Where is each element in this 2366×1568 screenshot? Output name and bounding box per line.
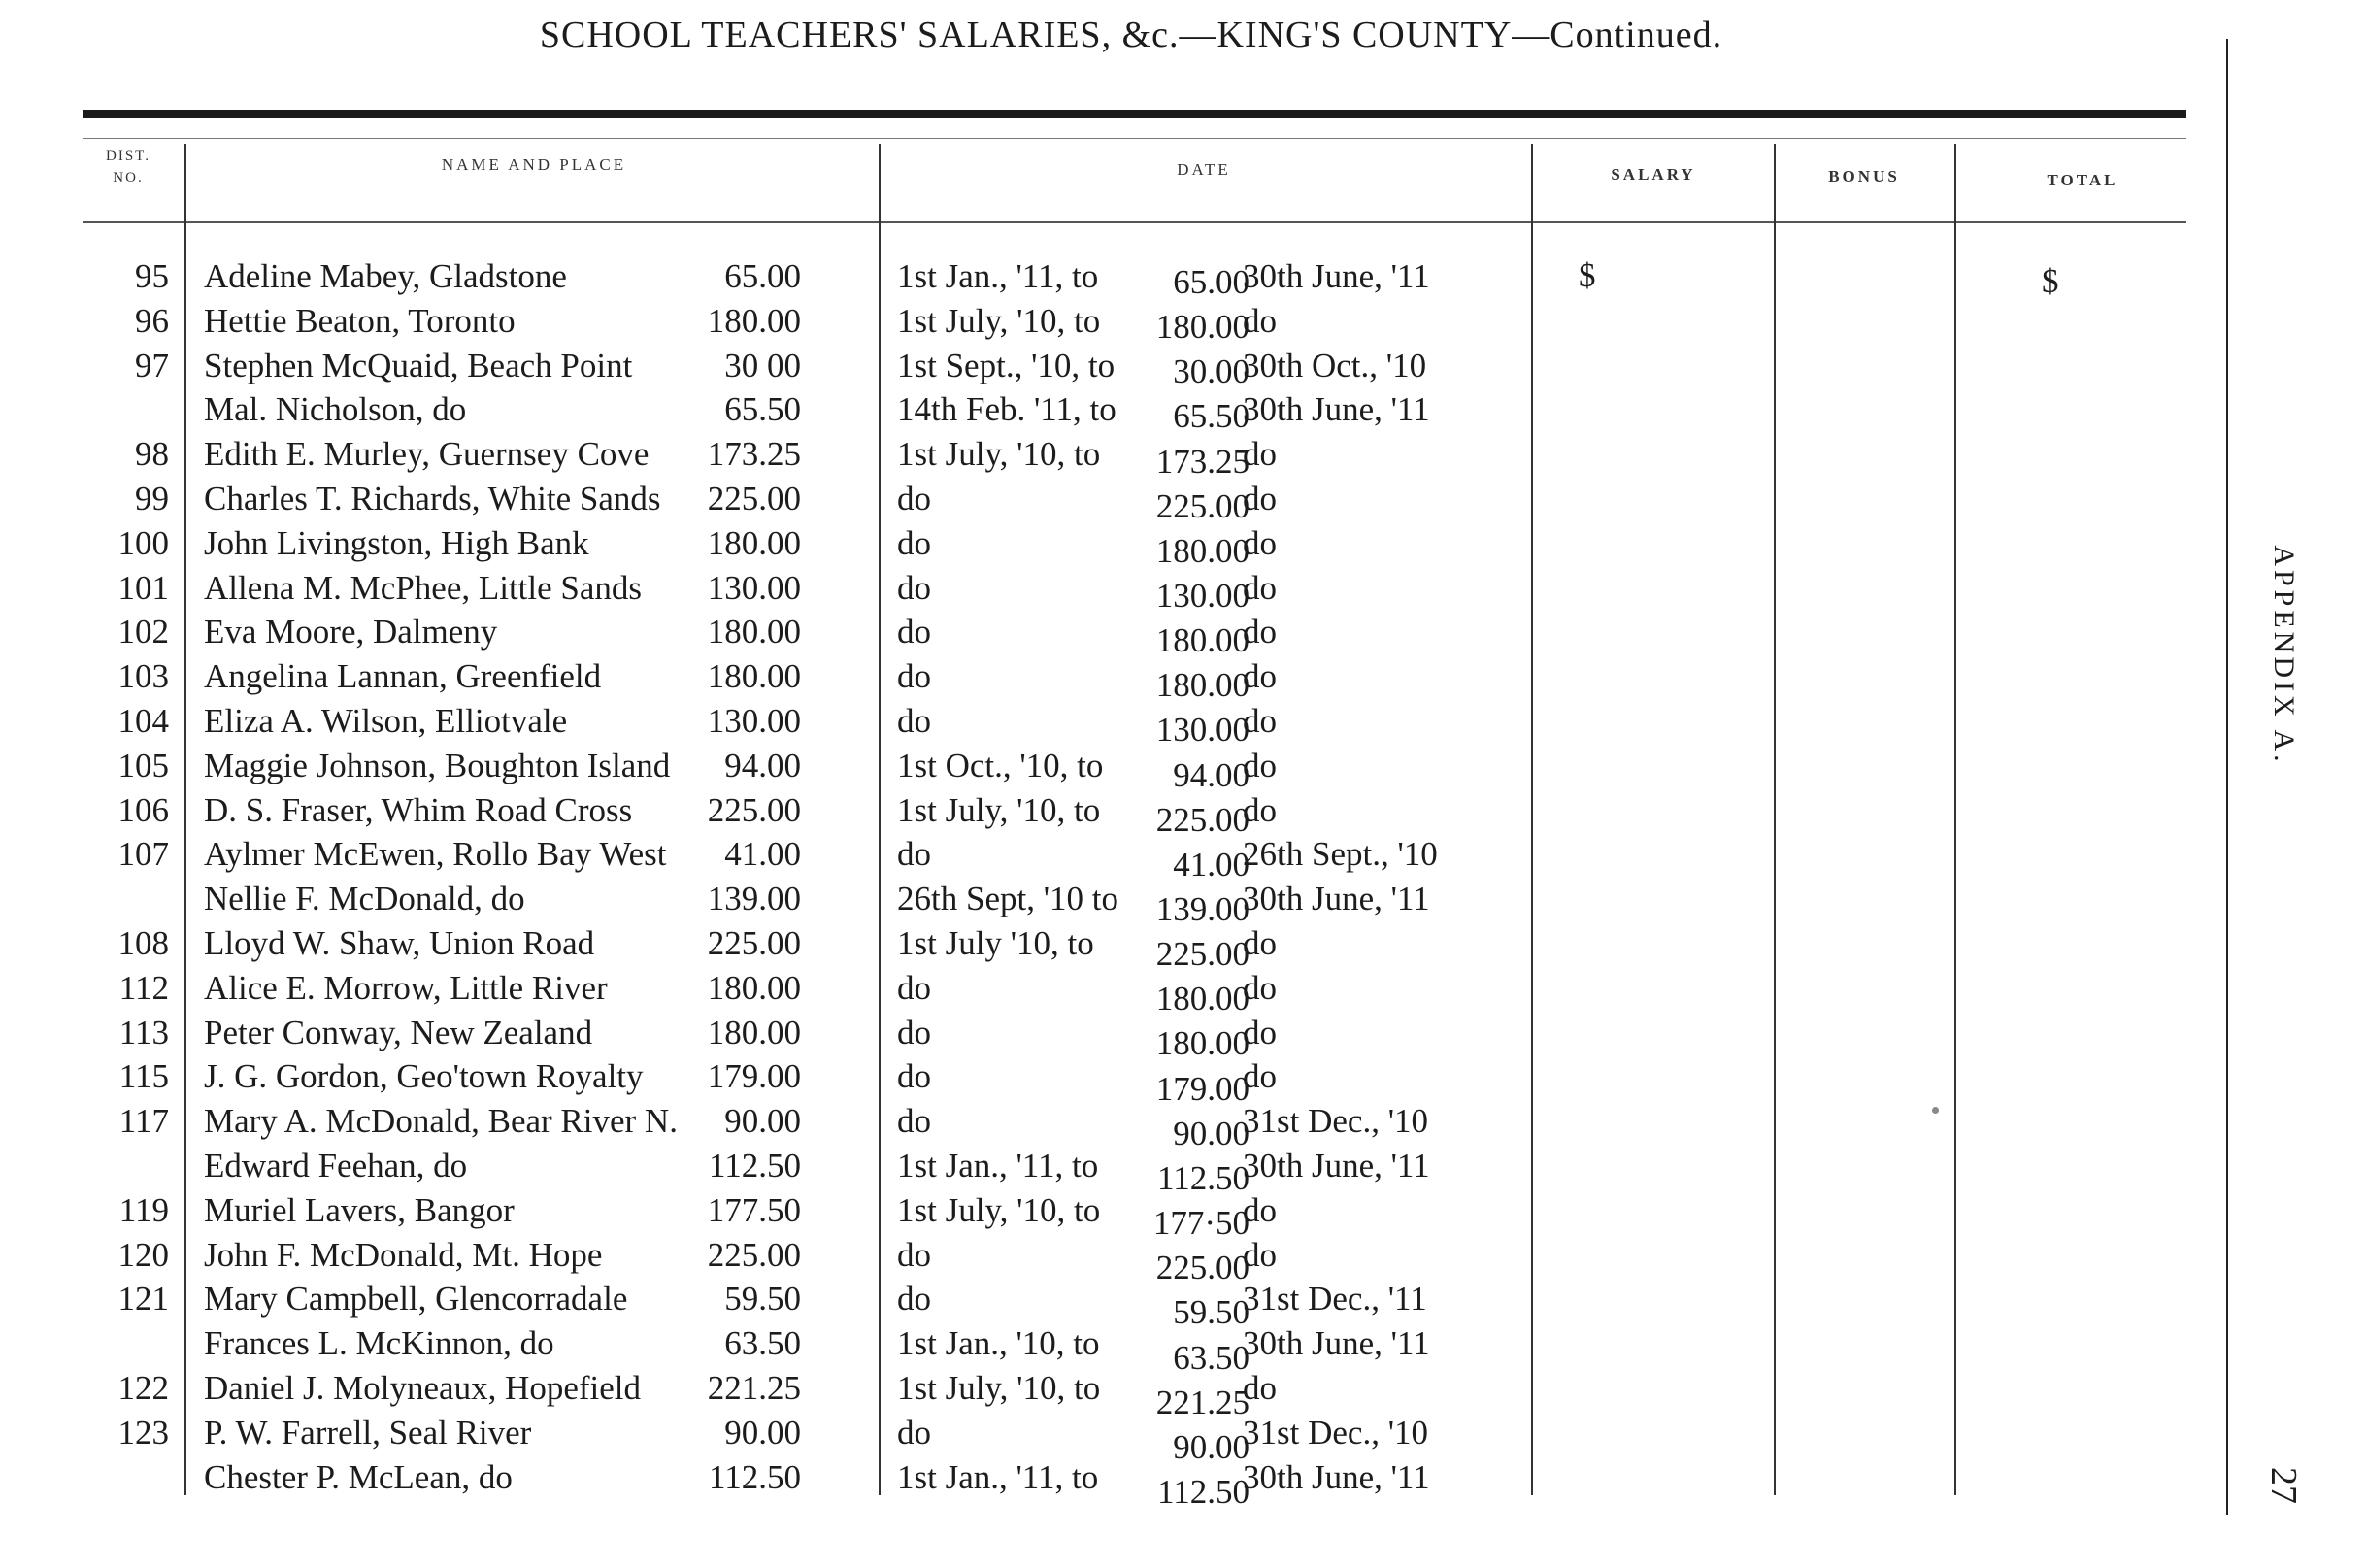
date-from: 1st Oct., '10, to bbox=[897, 746, 1104, 784]
date-to: 31st Dec., '11 bbox=[1243, 1280, 1427, 1318]
name-and-place: Eliza A. Wilson, Elliotvale bbox=[204, 701, 568, 740]
salary-value: 225.00 bbox=[707, 790, 801, 829]
salary-value: 180.00 bbox=[707, 301, 801, 340]
total-value: 130.00 bbox=[1155, 577, 1250, 616]
table-row bbox=[0, 1054, 2366, 1108]
salary-value: 139.00 bbox=[707, 880, 801, 918]
name-and-place: Aylmer McEwen, Rollo Bay West bbox=[204, 835, 667, 874]
salary-value: 225.00 bbox=[707, 1235, 801, 1274]
salary-value: 177.50 bbox=[707, 1190, 801, 1229]
name-and-place: Mary A. McDonald, Bear River N. bbox=[204, 1102, 678, 1141]
dist-no: 119 bbox=[118, 1190, 169, 1229]
salary-value: 63.50 bbox=[724, 1324, 801, 1363]
date-from: 1st July, '10, to bbox=[897, 790, 1101, 829]
salary-value: 225.00 bbox=[707, 479, 801, 517]
date-from: do bbox=[897, 1413, 931, 1451]
total-value: 180.00 bbox=[1155, 531, 1250, 570]
date-from: 1st July, '10, to bbox=[897, 1368, 1101, 1407]
date-to: do bbox=[1243, 301, 1277, 340]
header-salary: SALARY bbox=[1611, 165, 1696, 183]
table-row bbox=[0, 387, 2366, 436]
date-from: do bbox=[897, 657, 931, 696]
date-to: do bbox=[1243, 523, 1277, 562]
name-and-place: Edward Feehan, do bbox=[204, 1146, 468, 1184]
dist-no: 122 bbox=[117, 1368, 169, 1407]
salary-value: 65.00 bbox=[724, 257, 801, 295]
dist-no: 101 bbox=[117, 568, 169, 607]
name-and-place: Allena M. McPhee, Little Sands bbox=[204, 568, 643, 607]
table-row bbox=[0, 610, 2366, 660]
name-and-place: Muriel Lavers, Bangor bbox=[204, 1190, 515, 1229]
date-to: do bbox=[1243, 568, 1277, 607]
dist-no: 102 bbox=[117, 613, 169, 651]
date-from: do bbox=[897, 523, 931, 562]
name-and-place: Nellie F. McDonald, do bbox=[204, 880, 525, 918]
table-row bbox=[0, 832, 2366, 884]
total-value: 177·50 bbox=[1152, 1204, 1250, 1243]
table-row bbox=[0, 966, 2366, 1018]
salary-value: 221.25 bbox=[707, 1368, 801, 1407]
date-to: do bbox=[1243, 613, 1277, 651]
currency-sign: $ bbox=[1579, 256, 1596, 294]
name-and-place: P. W. Farrell, Seal River bbox=[204, 1413, 532, 1451]
table-row bbox=[0, 877, 2366, 929]
table-row bbox=[0, 921, 2366, 974]
total-value: 112.50 bbox=[1157, 1158, 1250, 1197]
salary-value: 180.00 bbox=[707, 968, 801, 1007]
salary-table bbox=[0, 254, 2366, 1511]
total-value: 90.00 bbox=[1173, 1427, 1250, 1466]
table-row bbox=[0, 699, 2366, 750]
dist-no: 96 bbox=[135, 301, 169, 340]
dist-no: 100 bbox=[117, 523, 169, 562]
table-row bbox=[0, 1321, 2366, 1377]
table-row bbox=[0, 744, 2366, 794]
salary-value: 180.00 bbox=[707, 657, 801, 696]
name-and-place: D. S. Fraser, Whim Road Cross bbox=[204, 790, 633, 829]
name-and-place: Hettie Beaton, Toronto bbox=[204, 301, 516, 340]
page-number: 27 bbox=[2263, 1467, 2304, 1504]
header-date: DATE bbox=[1177, 160, 1231, 179]
date-to: do bbox=[1243, 1235, 1277, 1274]
table-row bbox=[0, 521, 2366, 570]
date-to: 30th June, '11 bbox=[1243, 1146, 1430, 1184]
date-from: do bbox=[897, 968, 931, 1007]
table-row bbox=[0, 254, 2366, 299]
total-value: 179.00 bbox=[1155, 1069, 1250, 1108]
date-from: do bbox=[897, 479, 931, 517]
total-value: 225.00 bbox=[1155, 800, 1250, 839]
date-from: 1st July '10, to bbox=[897, 923, 1094, 962]
ink-fleck bbox=[1932, 1107, 1939, 1114]
salary-value: 30 00 bbox=[724, 346, 801, 384]
salary-value: 130.00 bbox=[707, 568, 801, 607]
total-value: 173.25 bbox=[1155, 442, 1250, 481]
date-to: 31st Dec., '10 bbox=[1243, 1102, 1428, 1141]
name-and-place: Adeline Mabey, Gladstone bbox=[204, 257, 567, 295]
name-and-place: Chester P. McLean, do bbox=[204, 1457, 513, 1496]
date-to: 30th June, '11 bbox=[1243, 257, 1430, 295]
name-and-place: J. G. Gordon, Geo'town Royalty bbox=[204, 1057, 644, 1096]
table-row bbox=[0, 299, 2366, 347]
currency-sign: $ bbox=[2042, 262, 2059, 300]
name-and-place: Peter Conway, New Zealand bbox=[204, 1013, 593, 1051]
total-value: 90.00 bbox=[1173, 1114, 1250, 1152]
total-value: 180.00 bbox=[1155, 308, 1250, 347]
total-value: 180.00 bbox=[1155, 621, 1250, 660]
total-value: 65.50 bbox=[1173, 397, 1250, 436]
table-row bbox=[0, 1455, 2366, 1511]
table-row bbox=[0, 1411, 2366, 1466]
total-value: 59.50 bbox=[1173, 1293, 1250, 1332]
date-to: do bbox=[1243, 1368, 1277, 1407]
date-from: do bbox=[897, 1102, 931, 1141]
dist-no: 120 bbox=[117, 1235, 169, 1274]
table-row bbox=[0, 1144, 2366, 1197]
date-from: do bbox=[897, 1235, 931, 1274]
date-from: 1st Jan., '11, to bbox=[897, 1457, 1099, 1496]
date-from: 26th Sept, '10 to bbox=[897, 880, 1118, 918]
name-and-place: Eva Moore, Dalmeny bbox=[204, 613, 498, 651]
salary-value: 112.50 bbox=[709, 1146, 801, 1184]
name-and-place: Angelina Lannan, Greenfield bbox=[204, 657, 602, 696]
date-from: do bbox=[897, 1013, 931, 1051]
total-value: 112.50 bbox=[1157, 1472, 1250, 1511]
date-to: 30th June, '11 bbox=[1243, 880, 1430, 918]
name-and-place: Mal. Nicholson, do bbox=[204, 390, 467, 429]
table-row bbox=[0, 344, 2366, 391]
total-value: 65.00 bbox=[1173, 263, 1250, 301]
date-from: do bbox=[897, 568, 931, 607]
header-rule bbox=[83, 221, 2186, 223]
table-row bbox=[0, 654, 2366, 705]
date-to: 30th June, '11 bbox=[1243, 1324, 1430, 1363]
name-and-place: Stephen McQuaid, Beach Point bbox=[204, 346, 633, 384]
table-row bbox=[0, 477, 2366, 525]
date-from: 1st Jan., '11, to bbox=[897, 1146, 1099, 1184]
dist-no: 97 bbox=[135, 346, 169, 384]
date-to: do bbox=[1243, 790, 1277, 829]
date-from: do bbox=[897, 613, 931, 651]
date-from: do bbox=[897, 701, 931, 740]
header-bonus: BONUS bbox=[1828, 167, 1900, 185]
header-name: NAME AND PLACE bbox=[441, 155, 627, 174]
date-to: do bbox=[1243, 479, 1277, 517]
dist-no: 104 bbox=[117, 701, 169, 740]
date-from: 1st Jan., '10, to bbox=[897, 1324, 1100, 1363]
dist-no: 115 bbox=[118, 1057, 169, 1096]
header-dist: DIST. NO. bbox=[106, 149, 150, 185]
date-to: 26th Sept., '10 bbox=[1243, 835, 1438, 874]
date-to: do bbox=[1243, 1057, 1277, 1096]
total-value: 63.50 bbox=[1173, 1338, 1250, 1377]
salary-value: 65.50 bbox=[724, 390, 801, 429]
dist-no: 106 bbox=[117, 790, 169, 829]
page-title: SCHOOL TEACHERS' SALARIES, &c.—KING'S COUNTY—Continued. bbox=[539, 15, 1723, 55]
dist-no: 95 bbox=[135, 257, 169, 295]
dist-no: 123 bbox=[117, 1413, 169, 1451]
name-and-place: Lloyd W. Shaw, Union Road bbox=[204, 923, 595, 962]
total-value: 180.00 bbox=[1155, 980, 1250, 1018]
header-total: TOTAL bbox=[2047, 171, 2118, 189]
date-from: do bbox=[897, 1280, 931, 1318]
dist-no: 121 bbox=[117, 1280, 169, 1318]
table-row bbox=[0, 1099, 2366, 1152]
date-to: do bbox=[1243, 1013, 1277, 1051]
total-value: 225.00 bbox=[1155, 1249, 1250, 1287]
date-to: do bbox=[1243, 435, 1277, 474]
date-to: do bbox=[1243, 968, 1277, 1007]
salary-value: 225.00 bbox=[707, 923, 801, 962]
date-from: 14th Feb. '11, to bbox=[897, 390, 1116, 429]
total-value: 130.00 bbox=[1155, 711, 1250, 750]
date-from: do bbox=[897, 1057, 931, 1096]
salary-value: 180.00 bbox=[707, 613, 801, 651]
total-value: 180.00 bbox=[1155, 1024, 1250, 1063]
date-from: 1st Sept., '10, to bbox=[897, 346, 1116, 384]
table-row bbox=[0, 788, 2366, 839]
date-from: 1st July, '10, to bbox=[897, 301, 1101, 340]
total-value: 41.00 bbox=[1173, 845, 1250, 884]
salary-value: 90.00 bbox=[724, 1413, 801, 1451]
date-to: 30th June, '11 bbox=[1243, 390, 1430, 429]
salary-value: 180.00 bbox=[707, 523, 801, 562]
table-row bbox=[0, 1188, 2366, 1243]
table-row bbox=[0, 566, 2366, 616]
date-to: do bbox=[1243, 923, 1277, 962]
thin-rule bbox=[83, 138, 2186, 139]
name-and-place: John F. McDonald, Mt. Hope bbox=[204, 1235, 603, 1274]
salary-value: 41.00 bbox=[724, 835, 801, 874]
name-and-place: Alice E. Morrow, Little River bbox=[204, 968, 608, 1007]
table-row bbox=[0, 1277, 2366, 1332]
name-and-place: Edith E. Murley, Guernsey Cove bbox=[204, 435, 650, 474]
date-from: 1st Jan., '11, to bbox=[897, 257, 1099, 295]
date-to: do bbox=[1243, 657, 1277, 696]
total-value: 139.00 bbox=[1155, 890, 1250, 929]
date-to: 31st Dec., '10 bbox=[1243, 1413, 1428, 1451]
salary-value: 179.00 bbox=[707, 1057, 801, 1096]
table-row bbox=[0, 1011, 2366, 1063]
table-row bbox=[0, 1233, 2366, 1287]
heavy-rule bbox=[83, 110, 2186, 118]
table-row bbox=[0, 432, 2366, 481]
salary-value: 59.50 bbox=[724, 1280, 801, 1318]
name-and-place: Charles T. Richards, White Sands bbox=[204, 479, 661, 517]
total-value: 225.00 bbox=[1155, 486, 1250, 525]
salary-value: 112.50 bbox=[709, 1457, 801, 1496]
date-from: 1st July, '10, to bbox=[897, 1190, 1101, 1229]
dist-no: 98 bbox=[135, 435, 169, 474]
dist-no: 99 bbox=[135, 479, 169, 517]
date-to: do bbox=[1243, 1190, 1277, 1229]
name-and-place: Maggie Johnson, Boughton Island bbox=[204, 746, 671, 784]
dist-no: 112 bbox=[118, 968, 169, 1007]
total-value: 225.00 bbox=[1155, 935, 1250, 974]
name-and-place: Frances L. McKinnon, do bbox=[204, 1324, 554, 1363]
salary-value: 90.00 bbox=[724, 1102, 801, 1141]
name-and-place: Daniel J. Molyneaux, Hopefield bbox=[204, 1368, 642, 1407]
name-and-place: John Livingston, High Bank bbox=[204, 523, 589, 562]
salary-value: 130.00 bbox=[707, 701, 801, 740]
appendix-label: APPENDIX A. bbox=[2268, 545, 2300, 766]
dist-no: 117 bbox=[118, 1102, 169, 1141]
total-value: 94.00 bbox=[1173, 755, 1250, 794]
name-and-place: Mary Campbell, Glencorradale bbox=[204, 1280, 628, 1318]
dist-no: 103 bbox=[117, 657, 169, 696]
total-value: 180.00 bbox=[1155, 666, 1250, 705]
dist-no: 108 bbox=[117, 923, 169, 962]
date-to: do bbox=[1243, 746, 1277, 784]
dist-no: 105 bbox=[117, 746, 169, 784]
salary-value: 173.25 bbox=[707, 435, 801, 474]
date-from: 1st July, '10, to bbox=[897, 435, 1101, 474]
total-value: 221.25 bbox=[1155, 1383, 1250, 1421]
date-to: 30th Oct., '10 bbox=[1243, 346, 1427, 384]
salary-value: 180.00 bbox=[707, 1013, 801, 1051]
date-to: 30th June, '11 bbox=[1243, 1457, 1430, 1496]
dist-no: 113 bbox=[118, 1013, 169, 1051]
dist-no: 107 bbox=[117, 835, 169, 874]
total-value: 30.00 bbox=[1173, 352, 1250, 391]
date-to: do bbox=[1243, 701, 1277, 740]
table-row bbox=[0, 1366, 2366, 1421]
salary-value: 94.00 bbox=[724, 746, 801, 784]
date-from: do bbox=[897, 835, 931, 874]
